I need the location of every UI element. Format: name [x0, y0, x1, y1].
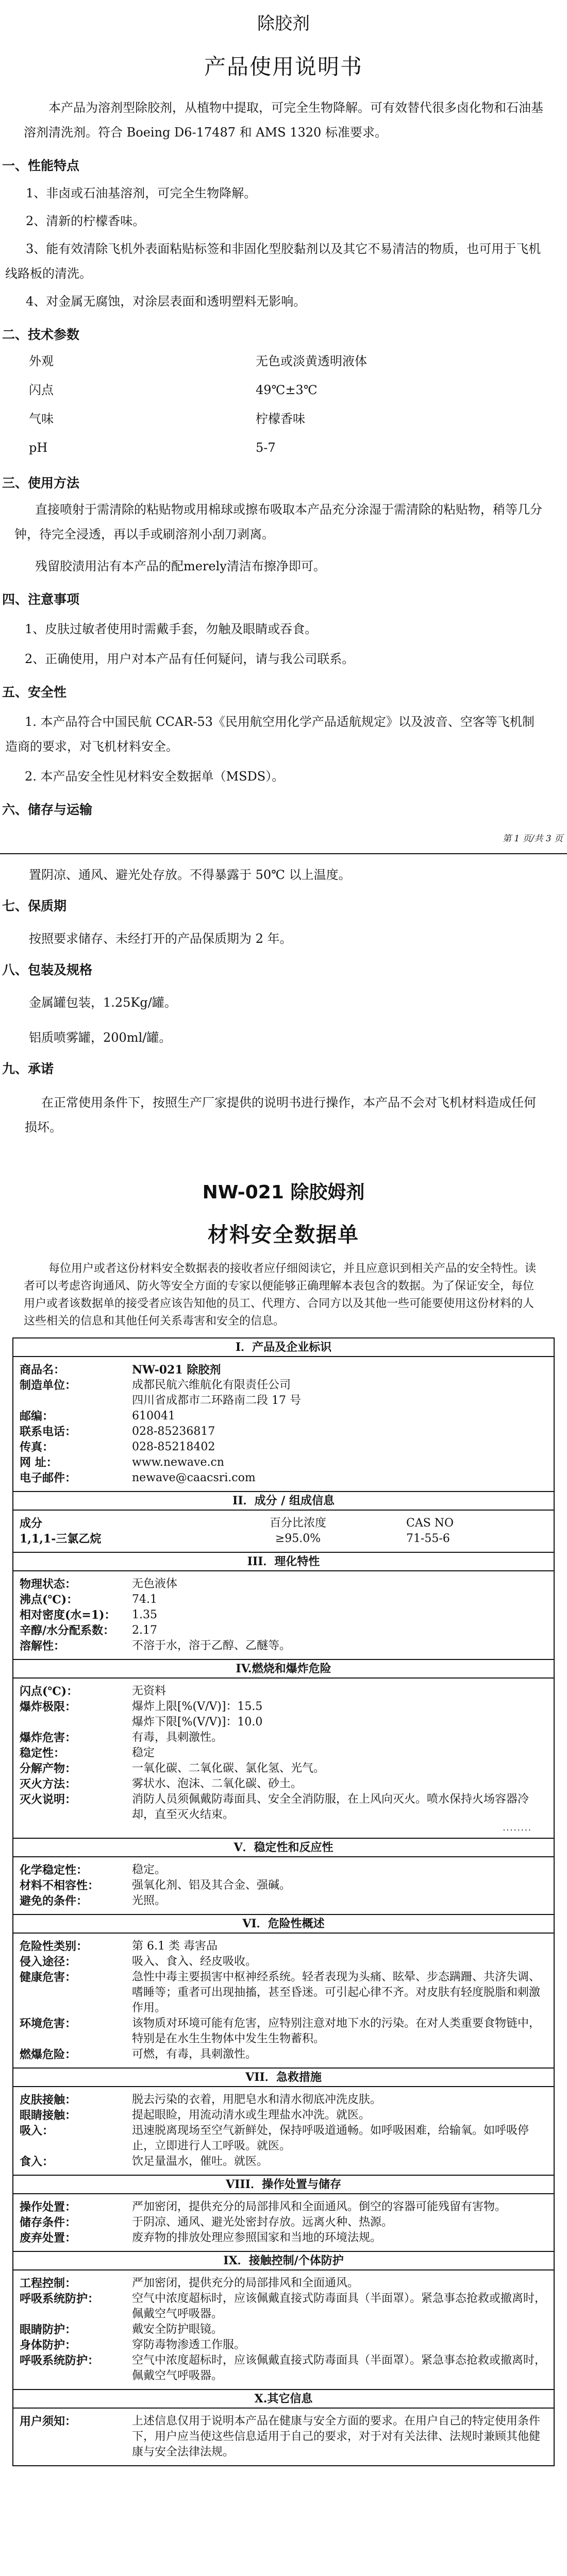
msds-row: [20, 1470, 547, 1486]
param-row: [29, 347, 567, 376]
param-value: 5-7: [256, 440, 276, 455]
packaging-item: 金属罐包装，1.25Kg/罐。: [29, 995, 177, 1010]
msds-row: [20, 1792, 547, 1823]
msds-row: [20, 1684, 547, 1699]
msds-row-value: 严加密闭，提供充分的局部排风和全面通风。: [132, 2277, 359, 2290]
msds-row-label: 化学稳定性：: [20, 1863, 88, 1877]
msds-section-heading: III．理化特性: [13, 1552, 554, 1571]
msds-row: [20, 2199, 547, 2215]
msds-row-value: 迅速脱离现场至空气新鲜处，保持呼吸道通畅。如呼吸困难，给输氧。如呼吸停止，立即进行人工呼吸。就医。: [132, 2124, 529, 2153]
msds-section-composition: [13, 1511, 554, 1552]
msds-intro: 每位用户或者这份材料安全数据表的接收者应仔细阅读它，并且应意识到相关产品的安全特性。读者可以考虑咨询通风、防火等安全方面的专家以便能够正确理解本表包含的数据。为了保证安全，每位用户或者该数据单的接受者应该告知他的员工、代理方、合同方以及其他一些可能要使用这份材料的人这些相关的信息和其他任何关系毒害和安全的信息。: [24, 1262, 537, 1328]
msds-row-label: 制造单位：: [20, 1379, 77, 1392]
msds-subtitle: 材料安全数据单: [208, 1223, 359, 1247]
doc-intro: 本产品为溶剂型除胶剂，从植物中提取，可完全生物降解。可有效替代很多卤化物和石油基溶剂清洗剂。符合 Boeing D6-17487 和 AMS 1320 标准要求。: [24, 100, 543, 140]
msds-row-label: 危险性类别：: [20, 1940, 88, 1953]
msds-row-value: 爆炸下限[%(V/V)]：10.0: [132, 1716, 263, 1728]
msds-row-label: 身体防护：: [20, 2338, 77, 2352]
msds-section-identification: [13, 1357, 554, 1491]
msds-row: [20, 1745, 547, 1761]
msds-row-label: 闪点(℃)：: [20, 1685, 78, 1698]
msds-row-label: 储存条件：: [20, 2216, 77, 2229]
msds-section-protection: [13, 2270, 554, 2389]
msds-table: [12, 1337, 555, 2466]
performance-item: 2、清新的柠檬香味。: [26, 214, 145, 228]
msds-section-first-aid: [13, 2087, 554, 2175]
msds-row-value: 一氧化碳、二氧化碳、氯化氢、光气。: [132, 1762, 325, 1775]
msds-row-value: 无色液体: [132, 1578, 178, 1590]
msds-row-value: NW-021 除胶剂: [132, 1363, 221, 1377]
msds-section-heading: X.其它信息: [13, 2389, 554, 2409]
msds-row-value: 消防人员须佩戴防毒面具、安全全消防服，在上风向灭火。喷水保持火场容器冷却，直至灭火结束。: [132, 1793, 529, 1821]
msds-row: [20, 2047, 547, 2062]
msds-section-heading: VII．急救措施: [13, 2067, 554, 2087]
msds-row-label: 眼睛防护：: [20, 2323, 77, 2336]
msds-row-label: 呼吸系统防护：: [20, 2292, 99, 2306]
msds-section-handling: [13, 2194, 554, 2251]
msds-section-heading: IX．接触控制/个体防护: [13, 2251, 554, 2270]
safety-item: 1. 本产品符合中国民航 CCAR-53《民用航空用化学产品适航规定》以及波音、空客等飞机制造商的要求，对飞机材料安全。: [5, 715, 535, 754]
msds-row: [20, 2092, 547, 2108]
msds-row-label: 吸入：: [20, 2124, 54, 2138]
notes-item: 2、正确使用，用户对本产品有任何疑问，请与我公司联系。: [25, 652, 355, 666]
msds-row-value: 雾状水、泡沫、二氧化碳、砂土。: [132, 1777, 303, 1790]
msds-row-label: 物理状态：: [20, 1578, 77, 1591]
msds-row-label: 工程控制：: [20, 2277, 77, 2290]
msds-row-value: 可燃，有毒，具刺激性。: [132, 2048, 257, 2061]
msds-row-label: 稳定性：: [20, 1747, 65, 1760]
continuation-dots: ........: [503, 1823, 532, 1833]
msds-row-label: 电子邮件：: [20, 1471, 77, 1485]
msds-section-fire: [13, 1679, 554, 1838]
msds-row-value: 于阴凉、通风、避光处密封存放。远离火种、热源。: [132, 2216, 393, 2229]
notes-item: 1、皮肤过敏者使用时需戴手套，勿触及眼睛或吞食。: [25, 622, 318, 636]
msds-row: [20, 2322, 547, 2337]
msds-row-value: 该物质对环境可能有危害，应特别注意对地下水的污染。在对人类重要食物链中，特别是在水生生物体中发生生物蓄积。: [132, 2017, 541, 2045]
msds-row-label: 操作处置：: [20, 2200, 77, 2214]
msds-row-value: 提起眼睑，用流动清水或生理盐水冲洗。就医。: [132, 2109, 371, 2122]
msds-row-label: 网 址：: [20, 1456, 58, 1469]
msds-row-label: 辛醇/水分配系数：: [20, 1624, 115, 1637]
msds-row: [20, 2337, 547, 2353]
msds-row-value: 废弃物的排放处理应参照国家和当地的环境法规。: [132, 2231, 382, 2244]
msds-row-value: 有毒，具刺激性。: [132, 1731, 223, 1744]
msds-row-value: 上述信息仅用于说明本产品在健康与安全方面的要求。在用户自己的特定使用条件下，用户应当使这些信息适用于自己的要求，对于对有关法律、法规时兼顾其他健康与安全法律法规。: [132, 2415, 541, 2459]
msds-row: [20, 2016, 547, 2047]
section-heading-usage: 三、使用方法: [2, 476, 80, 490]
msds-row-label: 联系电话：: [20, 1425, 77, 1438]
msds-row-label: 爆炸危害：: [20, 1731, 77, 1744]
doc-title: 除胶剂: [257, 13, 310, 34]
msds-row: [20, 1577, 547, 1592]
msds-row: [20, 1893, 547, 1909]
msds-row-label: 食入：: [20, 2155, 54, 2168]
msds-row-label: 沸点(℃)：: [20, 1593, 78, 1606]
msds-section-hazards: [13, 1934, 554, 2067]
msds-row-value: 1.35: [132, 1608, 157, 1621]
param-row: [29, 404, 567, 433]
msds-row-value: 强氧化剂、铝及其合金、强碱。: [132, 1879, 291, 1892]
section-heading-storage: 六、储存与运输: [2, 802, 93, 817]
msds-row: [20, 2276, 547, 2291]
section-heading-tech-params: 二、技术参数: [2, 327, 80, 342]
section-heading-notes: 四、注意事项: [2, 592, 80, 607]
msds-row-value: 严加密闭，提供充分的局部排风和全面通风。倒空的容器可能残留有害物。: [132, 2200, 507, 2213]
msds-section-heading: VI．危险性概述: [13, 1914, 554, 1934]
msds-section-heading: V．稳定性和反应性: [13, 1838, 554, 1857]
msds-row: [20, 1362, 547, 1378]
msds-row: [20, 1954, 547, 1970]
msds-row-label: 溶解性：: [20, 1639, 65, 1653]
section-heading-performance: 一、性能特点: [2, 158, 80, 173]
email-link[interactable]: newave@caacsri.com: [132, 1471, 256, 1484]
msds-row-label: 材料不相容性：: [20, 1879, 99, 1892]
msds-row-value: 第 6.1 类 毒害品: [132, 1940, 218, 1953]
msds-section-stability: [13, 1857, 554, 1914]
msds-row: [20, 2123, 547, 2154]
msds-row-label: 灭火说明：: [20, 1793, 77, 1806]
page-footer: 第 1 页/共 3 页: [503, 834, 563, 844]
msds-row-value: 稳定。: [132, 1863, 166, 1876]
msds-row-label: 邮编：: [20, 1410, 54, 1423]
msds-row: [20, 1970, 547, 2016]
msds-row: [20, 2353, 547, 2384]
usage-paragraph: 直接喷射于需清除的粘贴物或用棉球或擦布吸取本产品充分涂湿于需清除的粘贴物，稍等几分钟，待完全浸透，再以手或刷溶剂小刮刀剥离。: [14, 502, 542, 541]
msds-row-value: 610041: [132, 1410, 175, 1422]
msds-row-value: 不溶于水，溶于乙醇、乙醚等。: [132, 1639, 291, 1652]
msds-row-value: 爆炸上限[%(V/V)]：15.5: [132, 1700, 263, 1713]
param-value: 49℃±3℃: [256, 383, 318, 397]
msds-row-value: 吸入、食入、经皮吸收。: [132, 1955, 257, 1968]
param-label: 气味: [29, 412, 54, 426]
performance-item: 3、能有效清除飞机外表面粘贴标签和非固化型胶黏剂以及其它不易清洁的物质，也可用于飞机线路板的清洗。: [5, 242, 541, 281]
msds-row-label: 避免的条件：: [20, 1894, 88, 1908]
msds-row-value: 028-85236817: [132, 1425, 215, 1438]
msds-row: [20, 1878, 547, 1893]
param-row: [29, 376, 567, 404]
msds-row-label: 燃爆危险：: [20, 2048, 77, 2061]
msds-row: [20, 1761, 547, 1776]
msds-row: [20, 1424, 547, 1439]
msds-section-heading: IV.燃烧和爆炸危险: [13, 1659, 554, 1679]
msds-row: [20, 1455, 547, 1470]
param-value: 柠檬香味: [256, 412, 305, 426]
msds-row-value: 脱去污染的衣着，用肥皂水和清水彻底冲洗皮肤。: [132, 2093, 382, 2106]
msds-row-value: 急性中毒主要损害中枢神经系统。轻者表现为头痛、眩晕、步态蹒跚、共济失调、嗜睡等；重者可出现抽搐，甚至昏迷。可引起心律不齐。对皮肤有轻度脱脂和刺激作用。: [132, 1971, 541, 2014]
composition-cell: ≥95.0%: [275, 1532, 321, 1545]
msds-row-label: 爆炸极限：: [20, 1700, 77, 1714]
msds-row-label: 健康危害：: [20, 1971, 77, 1984]
msds-row-label: 相对密度(水=1)：: [20, 1608, 116, 1622]
composition-header-cell: 成分: [20, 1517, 43, 1530]
msds-row-value: 无资料: [132, 1685, 166, 1698]
msds-row: [20, 1607, 547, 1623]
msds-section-heading: VIII．操作处置与储存: [13, 2175, 554, 2194]
usage-paragraph: 残留胶渍用沾有本产品的配merely清洁布擦净即可。: [35, 559, 326, 573]
msds-row: [20, 1730, 547, 1745]
param-row: [29, 433, 567, 462]
storage-text: 置阴凉、通风、避光处存放。不得暴露于 50℃ 以上温度。: [29, 868, 351, 882]
msds-row-label: 眼睛接触：: [20, 2109, 77, 2122]
msds-row: [20, 1862, 547, 1878]
shelf-life-text: 按照要求储存、未经打开的产品保质期为 2 年。: [29, 931, 292, 946]
msds-section-heading: I．产品及企业标识: [13, 1338, 554, 1357]
msds-row-value: 空气中浓度超标时，应该佩戴直接式防毒面具（半面罩）。紧急事态抢救或撤离时，佩戴空气呼吸器。: [132, 2354, 546, 2382]
msds-row-value: 光照。: [132, 1894, 166, 1907]
msds-row: [20, 1715, 547, 1730]
msds-row: [20, 2154, 547, 2170]
msds-row: [20, 1699, 547, 1715]
msds-row: [20, 1439, 547, 1455]
section-heading-packaging: 八、包装及规格: [2, 962, 93, 977]
msds-row: [20, 2108, 547, 2123]
safety-item: 2. 本产品安全性见材料安全数据单（MSDS）。: [25, 769, 285, 784]
msds-row: [20, 1378, 547, 1393]
msds-row: [20, 1939, 547, 1954]
packaging-item: 铝质喷雾罐，200ml/罐。: [29, 1030, 172, 1045]
msds-row: [20, 2230, 547, 2246]
msds-row-value: 2.17: [132, 1624, 157, 1637]
msds-row: [20, 1776, 547, 1792]
msds-row: [20, 1592, 547, 1607]
msds-row-value: 穿防毒物渗透工作服。: [132, 2338, 246, 2351]
composition-cell: 71-55-6: [406, 1532, 450, 1545]
commitment-text: 在正常使用条件下，按照生产厂家提供的说明书进行操作，本产品不会对飞机材料造成任何损坏。: [25, 1095, 536, 1134]
param-label: 闪点: [29, 383, 54, 397]
section-heading-commitment: 九、承诺: [2, 1061, 54, 1076]
performance-item: 1、非卤或石油基溶剂，可完全生物降解。: [26, 186, 257, 200]
composition-header: [20, 1516, 547, 1531]
msds-section-heading: II．成分 / 组成信息: [13, 1491, 554, 1511]
msds-row-label: 分解产物：: [20, 1762, 77, 1775]
msds-row-value: 成都民航六维航化有限责任公司: [132, 1379, 291, 1392]
msds-row-label: [20, 1715, 132, 1730]
performance-item: 4、对金属无腐蚀，对涂层表面和透明塑料无影响。: [26, 294, 306, 309]
msds-row: [20, 1393, 547, 1409]
msds-row-label: 环境危害：: [20, 2017, 77, 2030]
msds-row-value: 戴安全防护眼镜。: [132, 2323, 223, 2336]
msds-title: NW-021 除胶姆剂: [202, 1182, 365, 1203]
msds-row: [20, 1623, 547, 1638]
msds-row: [20, 2414, 547, 2460]
msds-row-value: 028-85218402: [132, 1440, 215, 1453]
doc-subtitle: 产品使用说明书: [204, 54, 363, 79]
msds-row: [20, 2215, 547, 2230]
section-heading-safety: 五、安全性: [2, 685, 67, 700]
msds-row-label: 皮肤接触：: [20, 2093, 77, 2107]
msds-row-label: 废弃处置：: [20, 2231, 77, 2245]
msds-row-label: 灭火方法：: [20, 1777, 77, 1791]
msds-row-label: 传真：: [20, 1440, 54, 1454]
msds-row-label: 呼吸系统防护：: [20, 2354, 99, 2367]
msds-section-properties: [13, 1571, 554, 1659]
msds-row: [20, 2291, 547, 2322]
msds-row-label: [20, 1393, 132, 1409]
msds-row-label: 用户须知：: [20, 2415, 77, 2428]
msds-row-value: 稳定: [132, 1747, 155, 1759]
section-heading-shelf-life: 七、保质期: [2, 899, 67, 913]
param-label: 外观: [29, 354, 54, 368]
param-value: 无色或淡黄透明液体: [256, 354, 367, 368]
msds-row-value: 空气中浓度超标时，应该佩戴直接式防毒面具（半面罩）。紧急事态抢救或撤离时，佩戴空气呼吸器。: [132, 2292, 546, 2320]
msds-row-label: 商品名：: [20, 1363, 65, 1377]
page-divider: [0, 853, 567, 854]
composition-header-cell: 百分比浓度: [269, 1517, 326, 1530]
msds-row-value: 四川省成都市二环路南二段 17 号: [132, 1394, 301, 1407]
website-link[interactable]: www.newave.cn: [132, 1456, 224, 1469]
msds-row: [20, 1638, 547, 1654]
msds-row-value: 饮足量温水，催吐。就医。: [132, 2155, 269, 2168]
msds-section-other: [13, 2409, 554, 2465]
composition-row: [20, 1531, 547, 1547]
composition-cell: 1,1,1-三氯乙烷: [20, 1532, 102, 1546]
msds-row-label: 侵入途径：: [20, 1955, 77, 1969]
composition-header-cell: CAS NO: [406, 1517, 454, 1530]
msds-row: [20, 1409, 547, 1424]
param-label: pH: [29, 440, 48, 455]
msds-row-value: 74.1: [132, 1593, 157, 1606]
